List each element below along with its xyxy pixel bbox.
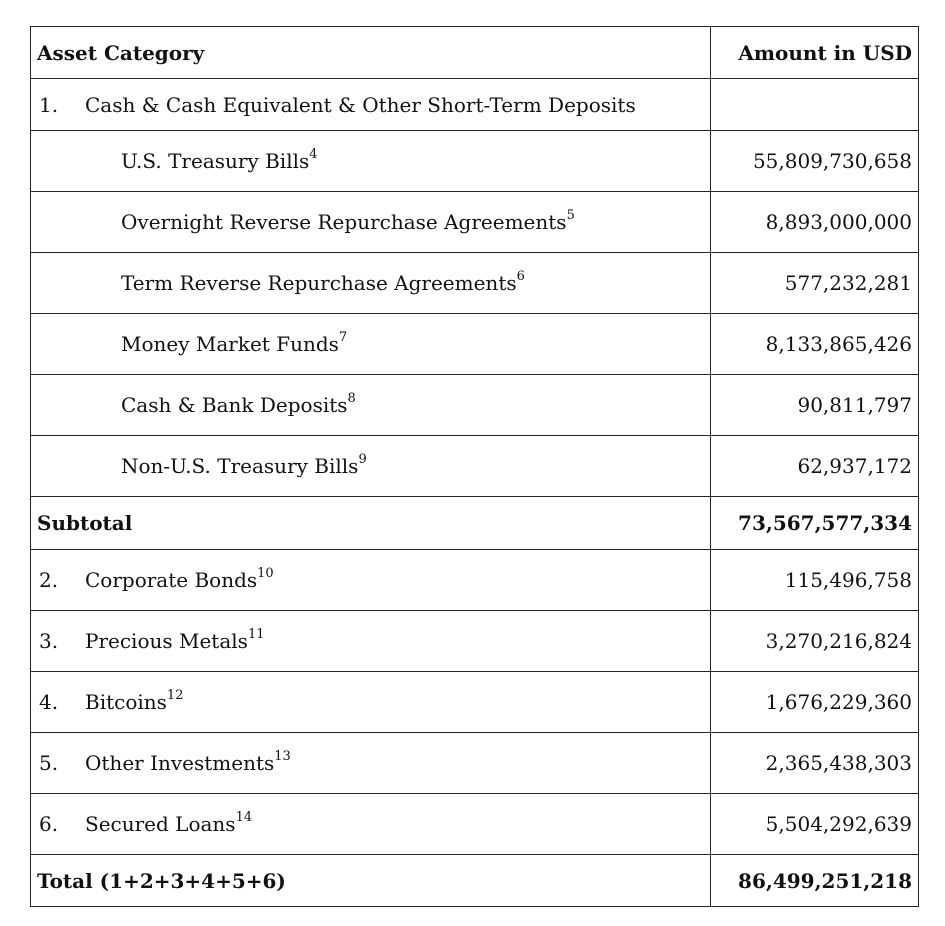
table-row: [31, 611, 919, 672]
table-row: [31, 672, 919, 733]
item-label: Term Reverse Repurchase Agreements: [121, 271, 517, 295]
category-amount: 3,270,216,824: [711, 611, 919, 672]
category-cell: [31, 794, 711, 855]
category-row-cash: [31, 79, 919, 131]
item-cell: [31, 253, 711, 314]
category-number: 2.: [39, 568, 59, 592]
table-row: [31, 253, 919, 314]
category-number: 4.: [39, 690, 59, 714]
category-cell: [31, 79, 711, 131]
category-amount: 115,496,758: [711, 550, 919, 611]
category-number: 5.: [39, 751, 59, 775]
table-row: [31, 375, 919, 436]
category-cell: [31, 550, 711, 611]
item-amount: 8,893,000,000: [711, 192, 919, 253]
table-row: [31, 550, 919, 611]
item-cell: [31, 131, 711, 192]
subtotal-row: [31, 497, 919, 550]
footnote-ref: 4: [309, 147, 318, 163]
item-label: Non-U.S. Treasury Bills: [121, 454, 359, 478]
category-cell: [31, 733, 711, 794]
category-label: Cash & Cash Equivalent & Other Short-Term Deposits: [85, 92, 636, 117]
category-cell: [31, 611, 711, 672]
subtotal-amount: 73,567,577,334: [711, 497, 919, 550]
item-label: Overnight Reverse Repurchase Agreements: [121, 210, 567, 234]
footnote-ref: 10: [257, 566, 274, 582]
table-row: [31, 131, 919, 192]
footnote-ref: 6: [516, 269, 525, 285]
footnote-ref: 13: [274, 749, 291, 765]
table-row: [31, 192, 919, 253]
table-row: [31, 314, 919, 375]
item-cell: [31, 192, 711, 253]
category-label: Secured Loans: [85, 812, 236, 836]
item-label: Money Market Funds: [121, 332, 339, 356]
item-cell: [31, 314, 711, 375]
footnote-ref: 5: [566, 208, 575, 224]
amount-header: Amount in USD: [711, 27, 919, 79]
category-amount: 5,504,292,639: [711, 794, 919, 855]
table-row: [31, 436, 919, 497]
category-number: 6.: [39, 812, 59, 836]
category-label: Corporate Bonds: [85, 568, 258, 592]
footnote-ref: 14: [235, 810, 253, 826]
item-amount: 62,937,172: [711, 436, 919, 497]
category-label: Precious Metals: [85, 629, 248, 653]
category-number: 3.: [39, 629, 59, 653]
category-label: Bitcoins: [85, 690, 167, 714]
asset-category-header: Asset Category: [31, 27, 711, 79]
item-cell: [31, 375, 711, 436]
subtotal-label: Subtotal: [31, 497, 711, 550]
total-row: [31, 855, 919, 907]
footnote-ref: 8: [347, 391, 356, 407]
category-cell: [31, 672, 711, 733]
table-row: [31, 794, 919, 855]
footnote-ref: 7: [338, 330, 348, 346]
item-amount: 55,809,730,658: [711, 131, 919, 192]
footnote-ref: 12: [166, 688, 184, 704]
item-amount: 577,232,281: [711, 253, 919, 314]
item-cell: [31, 436, 711, 497]
item-amount: 8,133,865,426: [711, 314, 919, 375]
category-amount: 2,365,438,303: [711, 733, 919, 794]
footnote-ref: 11: [247, 627, 265, 643]
item-label: Cash & Bank Deposits: [121, 393, 348, 417]
table-header-row: [31, 27, 919, 79]
item-label: U.S. Treasury Bills: [121, 149, 310, 173]
category-amount: 1,676,229,360: [711, 672, 919, 733]
category-number: 1.: [39, 92, 59, 117]
item-amount: 90,811,797: [711, 375, 919, 436]
footnote-ref: 9: [358, 452, 367, 468]
asset-table: [30, 26, 919, 907]
total-amount: 86,499,251,218: [711, 855, 919, 907]
category-label: Other Investments: [85, 751, 275, 775]
total-label: Total (1+2+3+4+5+6): [31, 855, 711, 907]
table-row: [31, 733, 919, 794]
category-amount-empty: [711, 79, 919, 131]
